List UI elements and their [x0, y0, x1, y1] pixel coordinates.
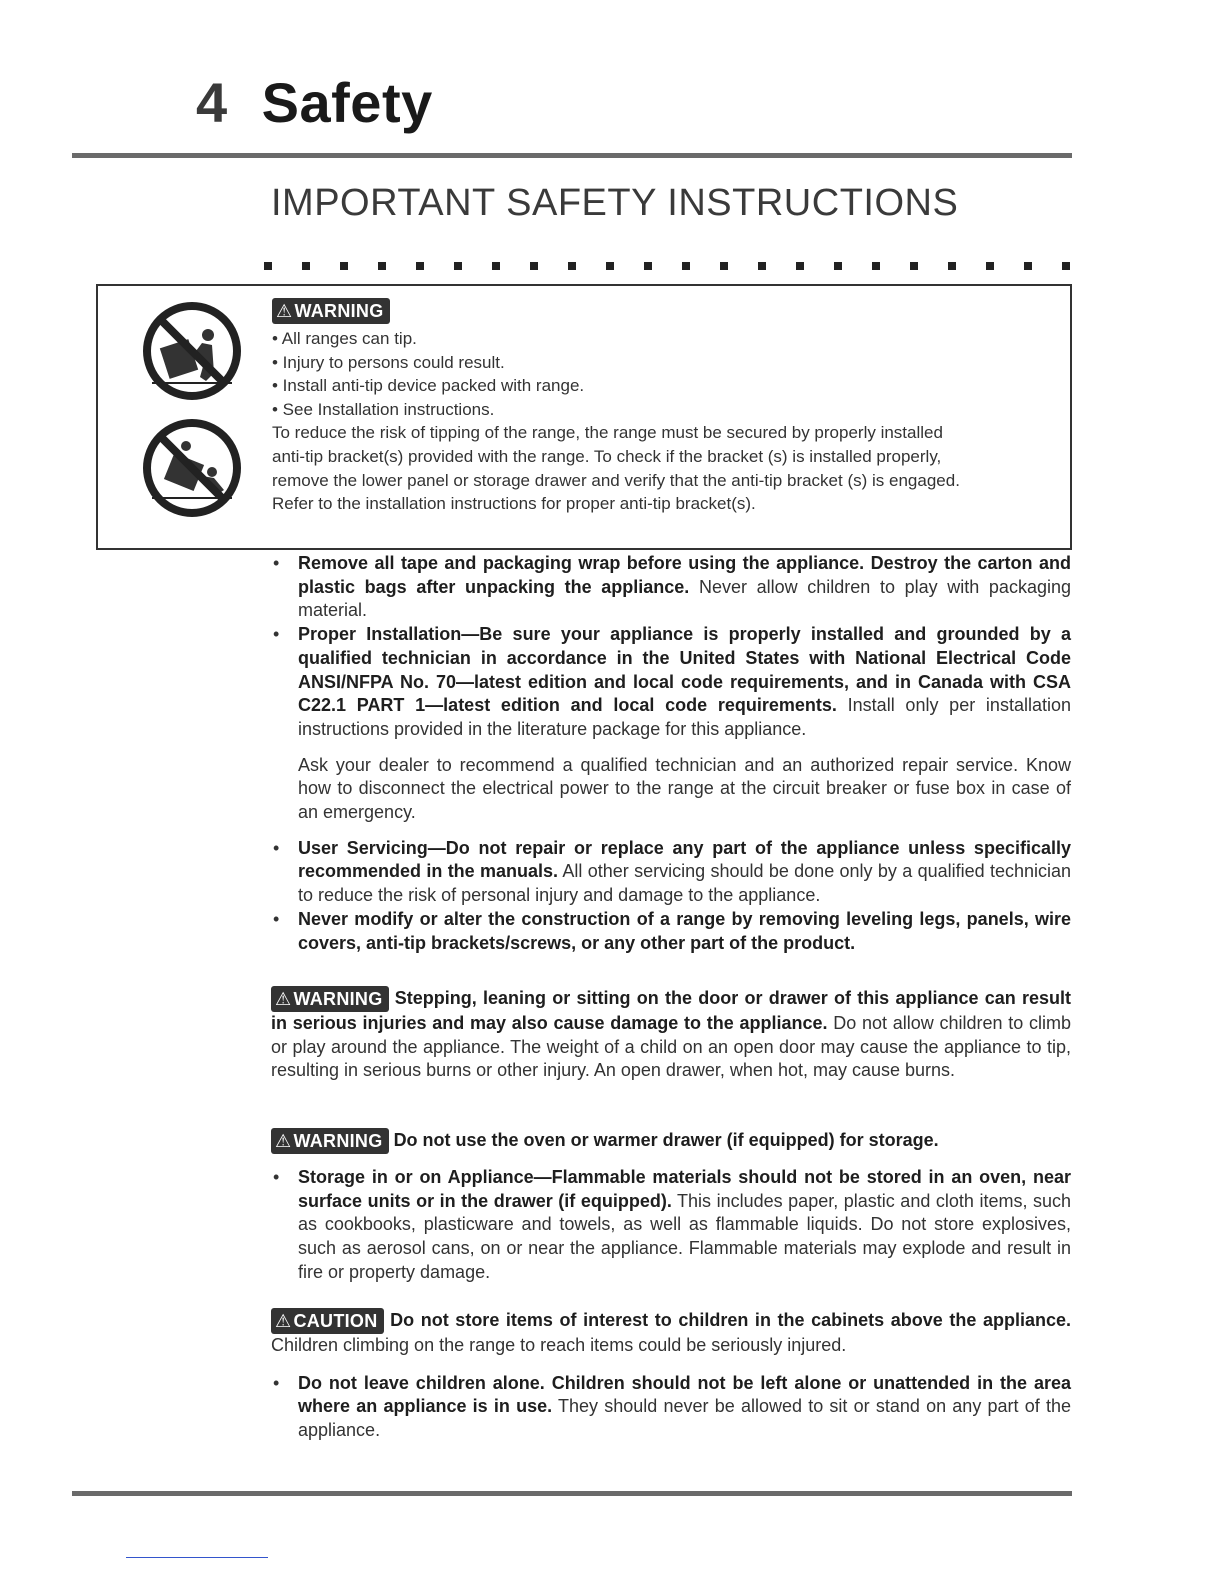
list-item: • Never modify or alter the construction of a range by removing leveling legs, panels, wire covers, anti-tip brackets/screws, or any other part of the product. [271, 908, 1071, 955]
storage-warning: ⚠ WARNING Do not use the oven or warmer drawer (if equipped) for storage. • Storage in or on Appliance—Flammable materials should not be stored in an oven, near surface units or in the drawer (if equipped). This includes paper, plastic and cloth items, such as cookbooks, plasticware and towels, as well as flammable liquids. Do not store explosives, such as aerosol cans, on or near the appliance. Flammable materials may explode and result in fire or property damage. [271, 1128, 1071, 1285]
list-item: • Proper Installation—Be sure your appliance is properly installed and grounded by a qualified technician in accordance in the United States with National Electrical Code ANSI/NFPA No. 70—latest edition and local code requirements, and in Canada with CSA C22.1 PART 1—latest edition and local code requirements. Install only per installation instructions provided in the literature package for this appliance. [271, 623, 1071, 742]
chapter-number: 4 [196, 71, 228, 134]
warning-triangle-icon: ⚠ [276, 301, 293, 321]
warning-triangle-icon: ⚠ [275, 989, 292, 1009]
section-heading: IMPORTANT SAFETY INSTRUCTIONS [271, 182, 959, 224]
cabinet-caution: ⚠ CAUTION Do not store items of interest to children in the cabinets above the appliance. Children climbing on the range to reach items could be seriously injured. • Do not leave children alone. Children should not be left alone or unattended in the area where an appliance is in use. They should never be allowed to sit or stand on any part of the appliance. [271, 1308, 1071, 1443]
top-divider [72, 153, 1072, 158]
footer-line [126, 1557, 268, 1558]
anti-tip-warning-text [272, 298, 1062, 516]
bottom-divider [72, 1491, 1072, 1496]
warning-badge: ⚠ WARNING [271, 1128, 389, 1154]
warning-badge: ⚠ WARNING [271, 986, 389, 1012]
tip-bullet: • Install anti-tip device packed with range. [272, 376, 585, 396]
chapter-name: Safety [261, 71, 433, 134]
dealer-note: Ask your dealer to recommend a qualified technician and an authorized repair service. Know how to disconnect the electrical power to the range at the circuit breaker or fuse box in case of an emergency. [298, 754, 1071, 823]
list-item: • Storage in or on Appliance—Flammable materials should not be stored in an oven, near surface units or in the drawer (if equipped). This includes paper, plastic and cloth items, such as cookbooks, plasticware and towels, as well as flammable liquids. Do not store explosives, such as aerosol cans, on or near the appliance. Flammable materials may explode and result in fire or property damage. [271, 1166, 1071, 1285]
square-divider [264, 262, 1070, 270]
warning-badge: ⚠ WARNING [272, 298, 390, 324]
safety-list-1 [271, 552, 1071, 955]
tip-line: anti-tip bracket(s) provided with the range. To check if the bracket (s) is installed properly, [272, 446, 942, 466]
tip-hazard-icon [142, 301, 242, 401]
warning-triangle-icon: ⚠ [275, 1131, 292, 1151]
tip-line: To reduce the risk of tipping of the range, the range must be secured by properly installed [272, 423, 943, 443]
list-item: • Do not leave children alone. Children should not be left alone or unattended in the area where an appliance is in use. They should never be allowed to sit or stand on any part of the appliance. [271, 1372, 1071, 1443]
tip-line: Refer to the installation instructions for proper anti-tip bracket(s). [272, 494, 756, 514]
tip-bullet: • Injury to persons could result. [272, 352, 505, 372]
tip-bullet: • All ranges can tip. [272, 329, 417, 348]
caution-badge: ⚠ CAUTION [271, 1308, 384, 1334]
list-item: • Remove all tape and packaging wrap before using the appliance. Destroy the carton and plastic bags after unpacking the appliance. Never allow children to play with packaging material. [271, 552, 1071, 623]
caution-triangle-icon: ⚠ [275, 1311, 292, 1331]
door-warning: ⚠ WARNING Stepping, leaning or sitting on the door or drawer of this appliance can result in serious injuries and may also cause damage to the appliance. Do not allow children to climb or play around the appliance. The weight of a child on an open door may cause the appliance to tip, resulting in serious burns or other injury. An open drawer, when hot, may cause burns. [271, 987, 1071, 1081]
tip-bullet: • See Installation instructions. [272, 399, 495, 419]
list-item: • User Servicing—Do not repair or replace any part of the appliance unless specifically recommended in the manuals. All other servicing should be done only by a qualified technician to reduce the risk of personal injury and damage to the appliance. [271, 837, 1071, 908]
tip-line: remove the lower panel or storage drawer and verify that the anti-tip bracket (s) is engaged. [272, 470, 960, 490]
chapter-title [196, 70, 433, 135]
fall-hazard-icon [142, 418, 242, 518]
